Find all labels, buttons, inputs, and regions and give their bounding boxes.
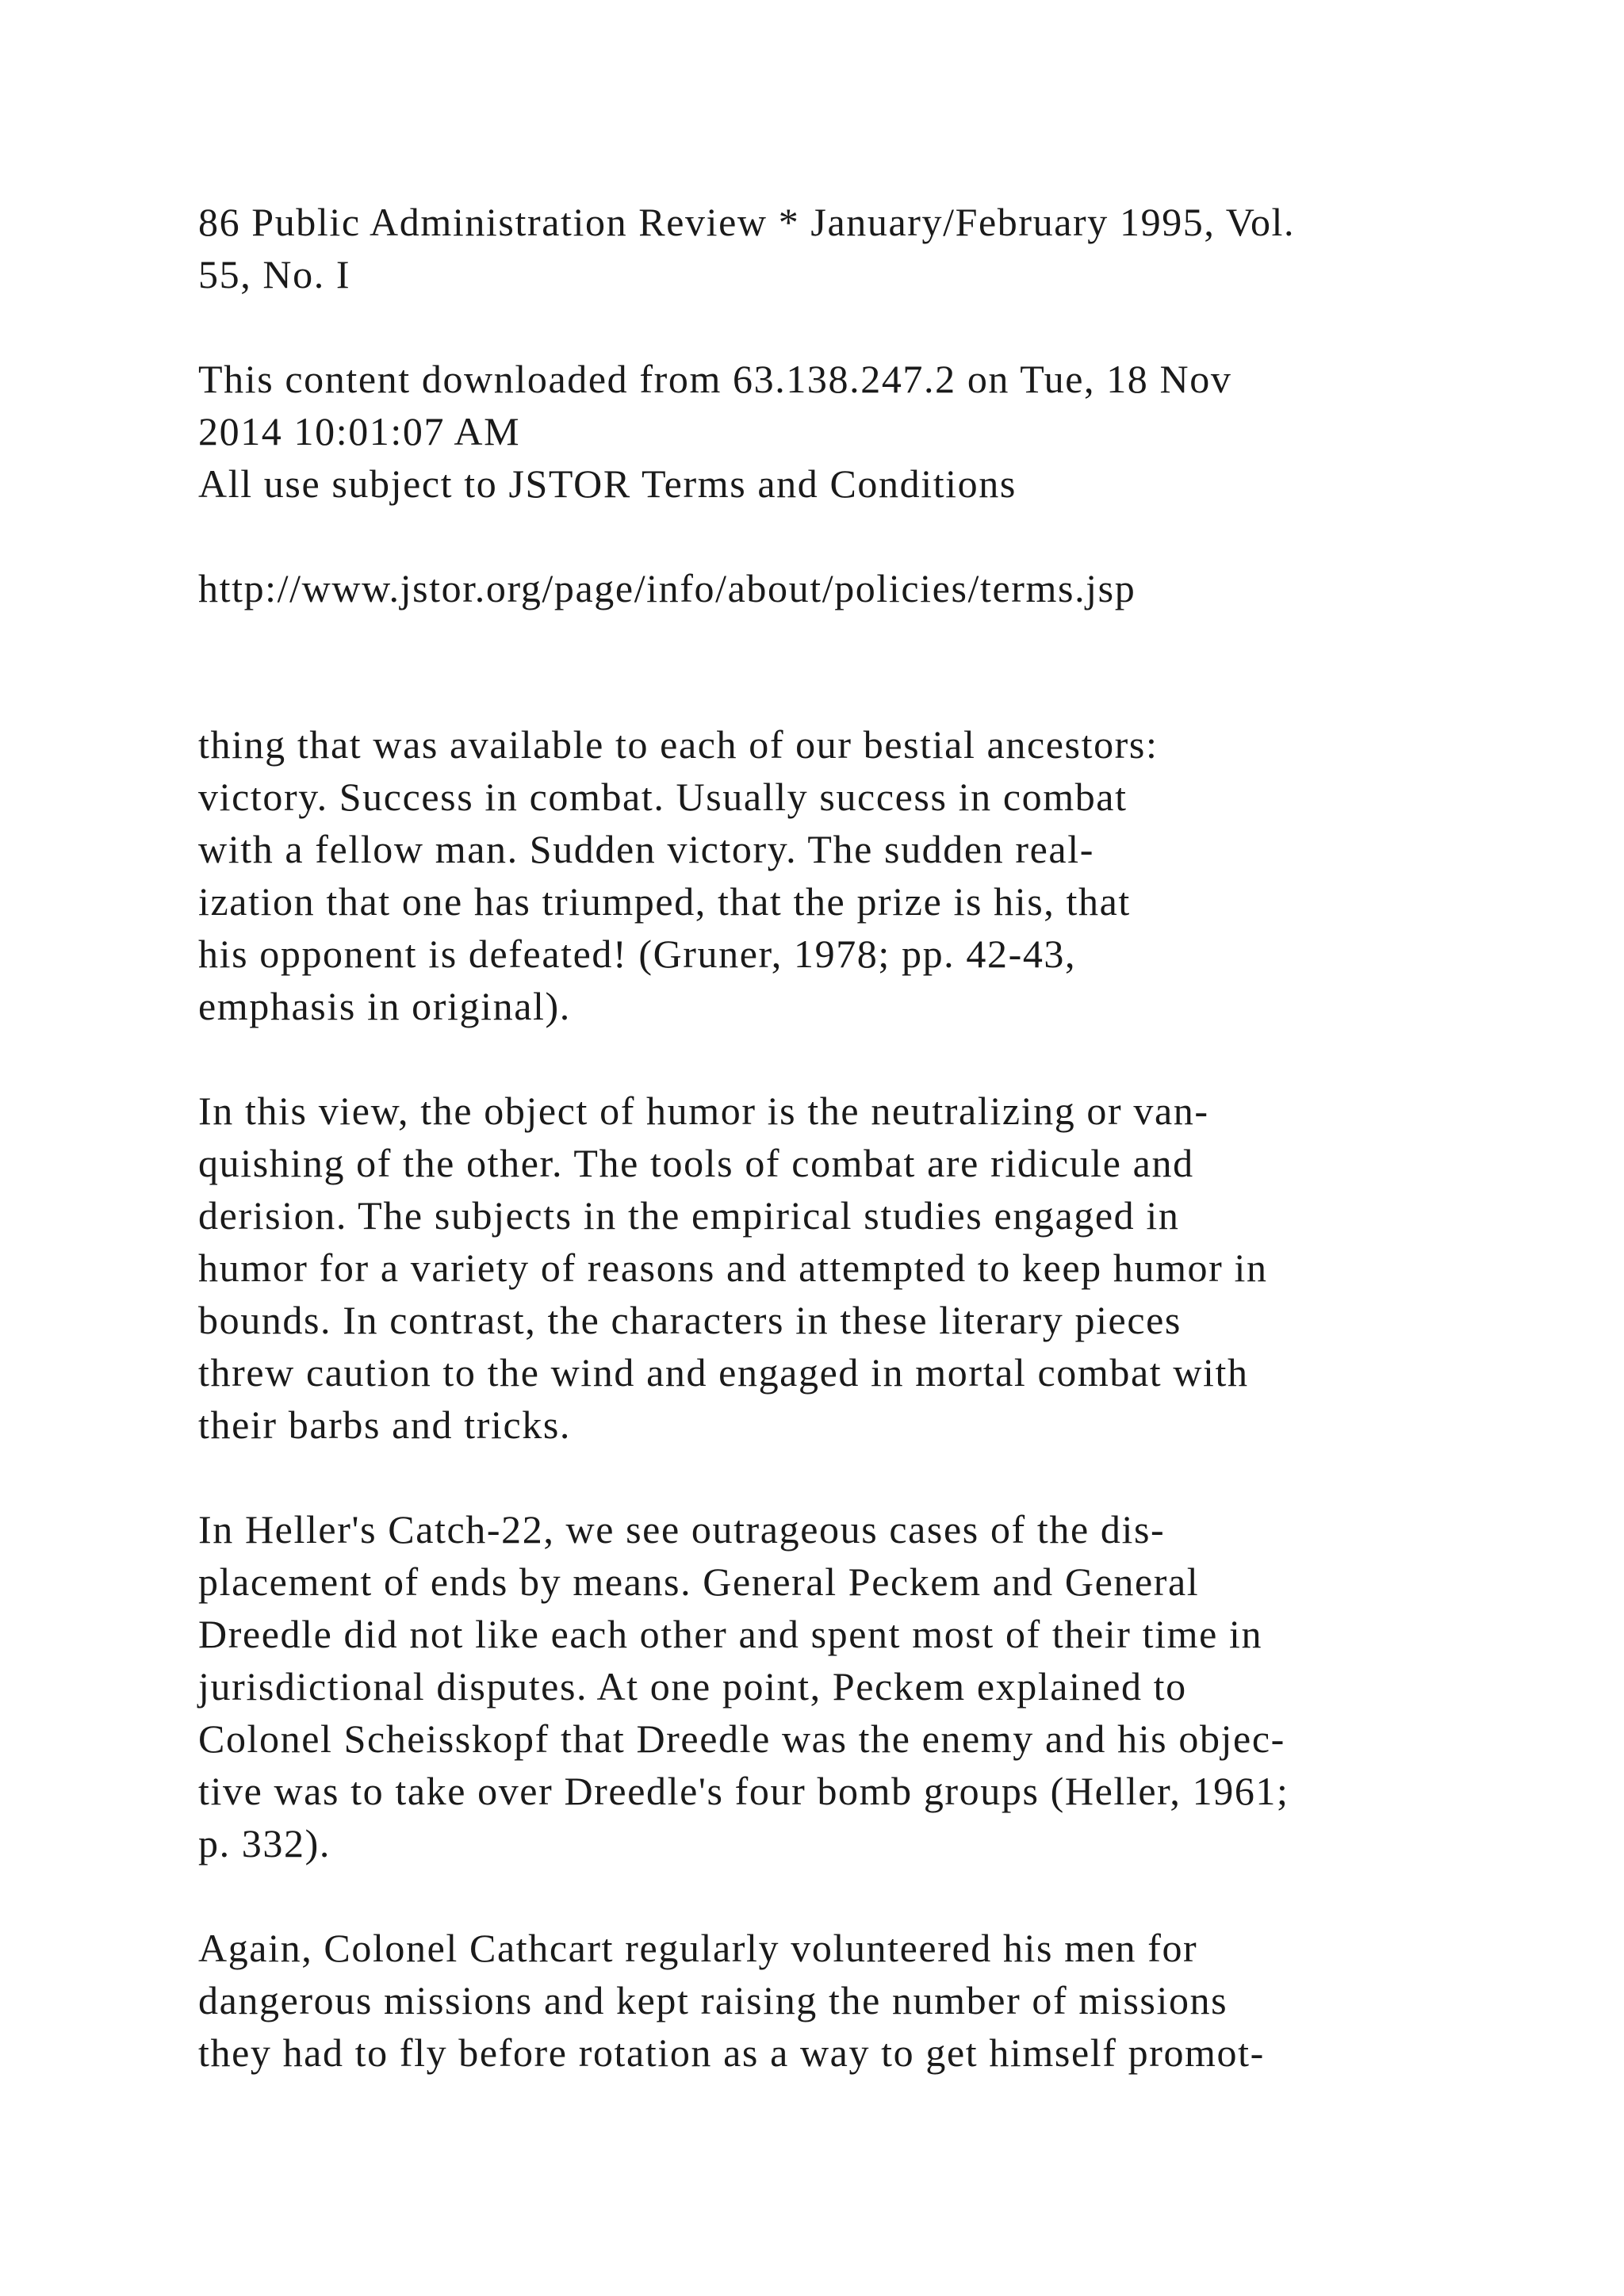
header-line-1: 86 Public Administration Review * January/February 1995, Vol. xyxy=(198,200,1296,244)
terms-url: http://www.jstor.org/page/info/about/policies/terms.jsp xyxy=(198,566,1136,610)
paragraph-2-line-7: their barbs and tricks. xyxy=(198,1402,572,1447)
paragraph-2-line-6: threw caution to the wind and engaged in mortal combat with xyxy=(198,1350,1249,1395)
paragraph-3-line-1: In Heller's Catch-22, we see outrageous cases of the dis- xyxy=(198,1507,1166,1552)
paragraph-2-line-3: derision. The subjects in the empirical studies engaged in xyxy=(198,1193,1180,1238)
paragraph-2-line-5: bounds. In contrast, the characters in these literary pieces xyxy=(198,1298,1182,1342)
paragraph-1-line-2: victory. Success in combat. Usually success in combat xyxy=(198,775,1128,819)
paragraph-2-line-1: In this view, the object of humor is the neutralizing or van- xyxy=(198,1089,1209,1133)
header-line-2: 55, No. I xyxy=(198,252,351,297)
paragraph-2-line-2: quishing of the other. The tools of combat are ridicule and xyxy=(198,1141,1194,1185)
paragraph-3-line-5: Colonel Scheisskopf that Dreedle was the enemy and his objec- xyxy=(198,1716,1285,1761)
paragraph-1-line-6: emphasis in original). xyxy=(198,984,571,1028)
paragraph-1-line-4: ization that one has triumped, that the prize is his, that xyxy=(198,879,1131,924)
download-notice-line-3: All use subject to JSTOR Terms and Conditions xyxy=(198,461,1017,506)
paragraph-1-line-1: thing that was available to each of our bestial ancestors: xyxy=(198,722,1159,767)
paragraph-3-line-7: p. 332). xyxy=(198,1821,331,1866)
paragraph-3-line-3: Dreedle did not like each other and spent most of their time in xyxy=(198,1612,1263,1656)
paragraph-2-line-4: humor for a variety of reasons and attempted to keep humor in xyxy=(198,1246,1268,1290)
paragraph-4-line-3: they had to fly before rotation as a way to get himself promot- xyxy=(198,2030,1265,2075)
download-notice-line-1: This content downloaded from 63.138.247.2 on Tue, 18 Nov xyxy=(198,357,1232,401)
paragraph-3-line-2: placement of ends by means. General Peckem and General xyxy=(198,1559,1200,1604)
download-notice-line-2: 2014 10:01:07 AM xyxy=(198,409,521,453)
paragraph-4-line-1: Again, Colonel Cathcart regularly volunteered his men for xyxy=(198,1926,1198,1970)
paragraph-3-line-6: tive was to take over Dreedle's four bomb groups (Heller, 1961; xyxy=(198,1769,1289,1813)
paragraph-4-line-2: dangerous missions and kept raising the number of missions xyxy=(198,1978,1228,2022)
paragraph-3-line-4: jurisdictional disputes. At one point, Peckem explained to xyxy=(198,1664,1187,1709)
paragraph-1-line-5: his opponent is defeated! (Gruner, 1978; pp. 42-43, xyxy=(198,932,1077,976)
paragraph-1-line-3: with a fellow man. Sudden victory. The sudden real- xyxy=(198,827,1094,871)
